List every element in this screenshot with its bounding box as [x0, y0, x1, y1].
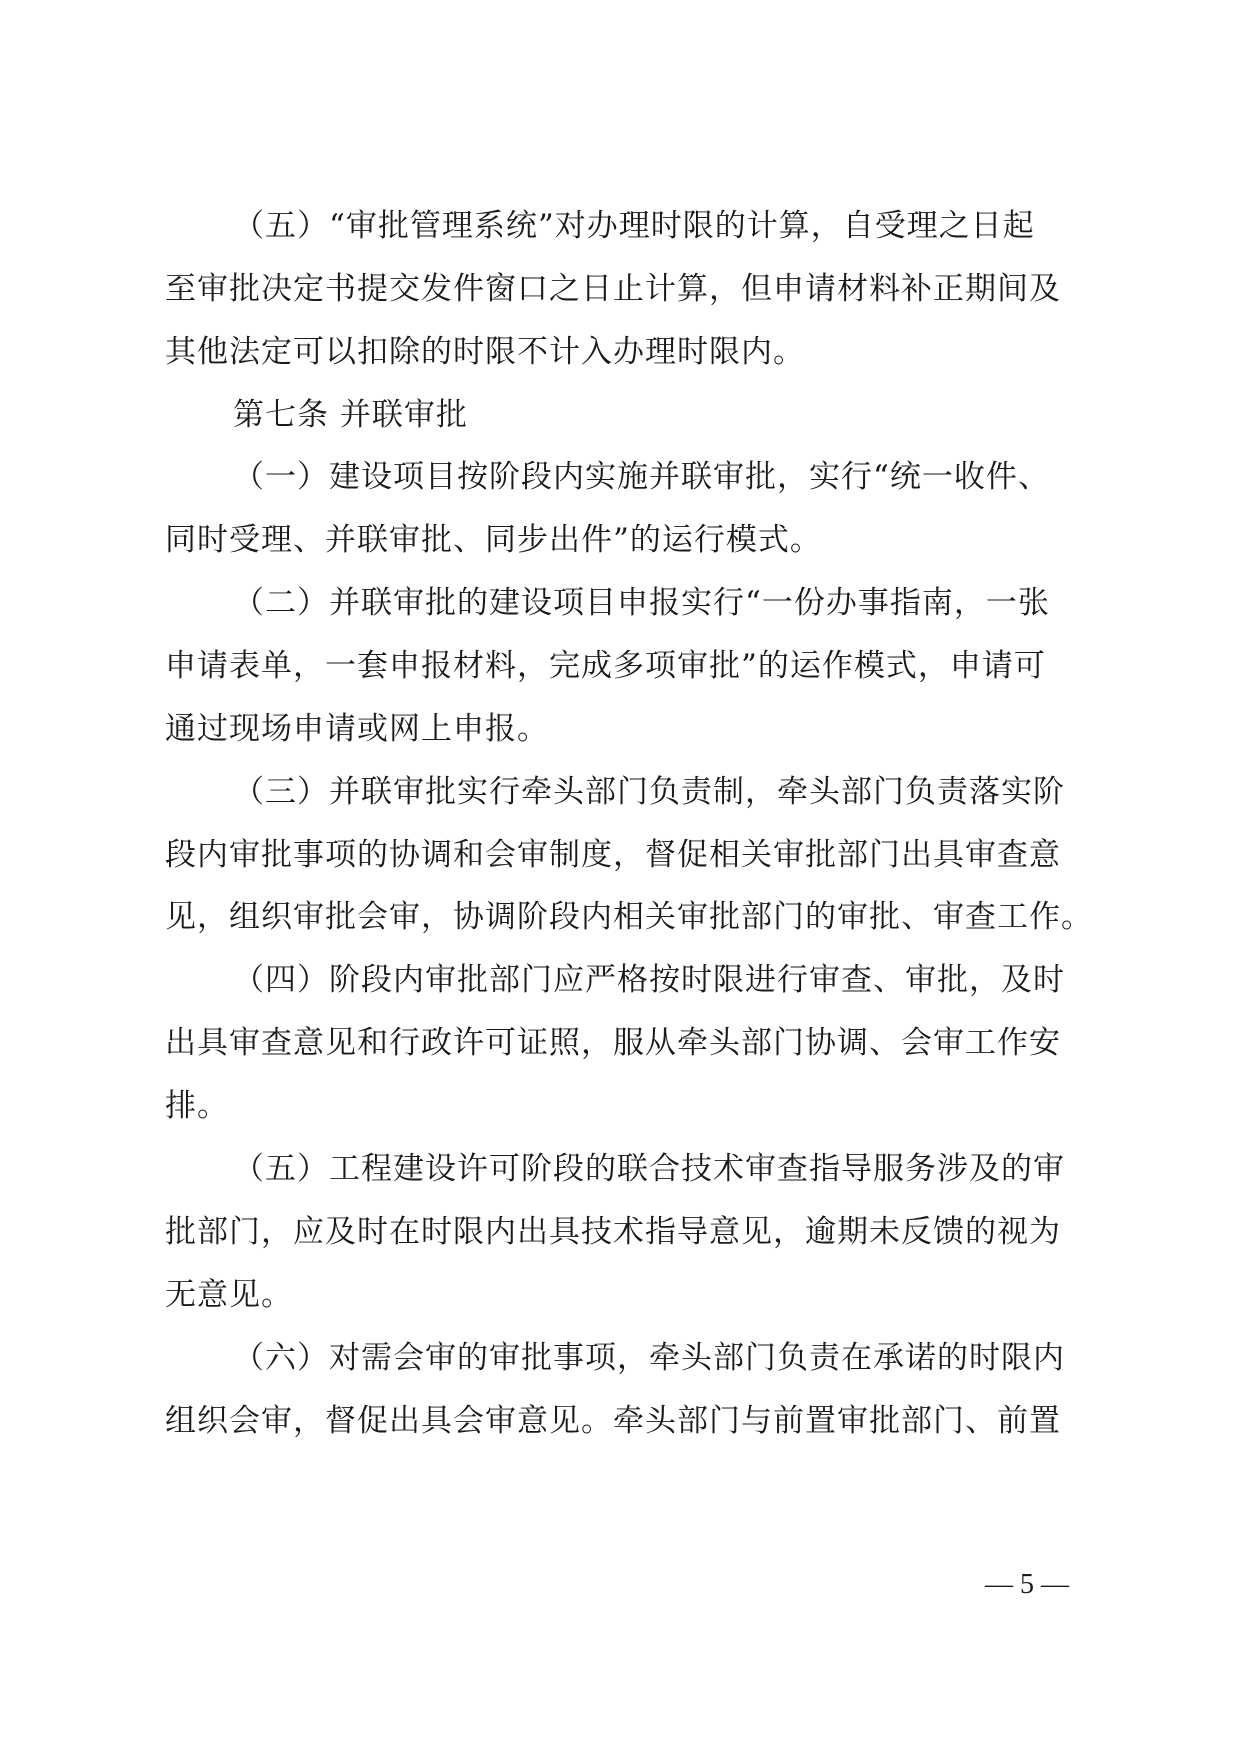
- text-line: 其他法定可以扣除的时限不计入办理时限内。: [165, 334, 805, 370]
- text-line: （五）“审批管理系统”对办理时限的计算，自受理之日起: [233, 208, 1035, 244]
- text-line: （四）阶段内审批部门应严格按时限进行审查、审批，及时: [233, 962, 1065, 998]
- text-line: 组织会审，督促出具会审意见。牵头部门与前置审批部门、前置: [165, 1403, 1061, 1439]
- text-line: 通过现场申请或网上申报。: [165, 711, 549, 747]
- text-line: （六）对需会审的审批事项，牵头部门负责在承诺的时限内: [233, 1340, 1065, 1376]
- text-line: 排。: [165, 1088, 229, 1124]
- text-line: （二）并联审批的建设项目申报实行“一份办事指南，一张: [233, 585, 1050, 621]
- text-line: 申请表单，一套申报材料，完成多项审批”的运作模式，申请可: [165, 648, 1046, 684]
- text-line: 无意见。: [165, 1277, 293, 1313]
- text-line: 至审批决定书提交发件窗口之日止计算，但申请材料补正期间及: [165, 271, 1061, 307]
- text-line: （五）工程建设许可阶段的联合技术审查指导服务涉及的审: [233, 1151, 1065, 1187]
- text-line: 段内审批事项的协调和会审制度，督促相关审批部门出具审查意: [165, 837, 1061, 873]
- text-line: （三）并联审批实行牵头部门负责制，牵头部门负责落实阶: [233, 774, 1065, 810]
- article-heading: 第七条 并联审批: [233, 397, 468, 433]
- text-line: 见，组织审批会审，协调阶段内相关审批部门的审批、审查工作。: [165, 899, 1093, 935]
- text-line: 出具审查意见和行政许可证照，服从牵头部门协调、会审工作安: [165, 1025, 1061, 1061]
- text-line: 批部门，应及时在时限内出具技术指导意见，逾期未反馈的视为: [165, 1214, 1061, 1250]
- text-line: 同时受理、并联审批、同步出件”的运行模式。: [165, 522, 822, 558]
- text-line: （一）建设项目按阶段内实施并联审批，实行“统一收件、: [233, 459, 1050, 495]
- page-number: — 5 —: [985, 1569, 1069, 1600]
